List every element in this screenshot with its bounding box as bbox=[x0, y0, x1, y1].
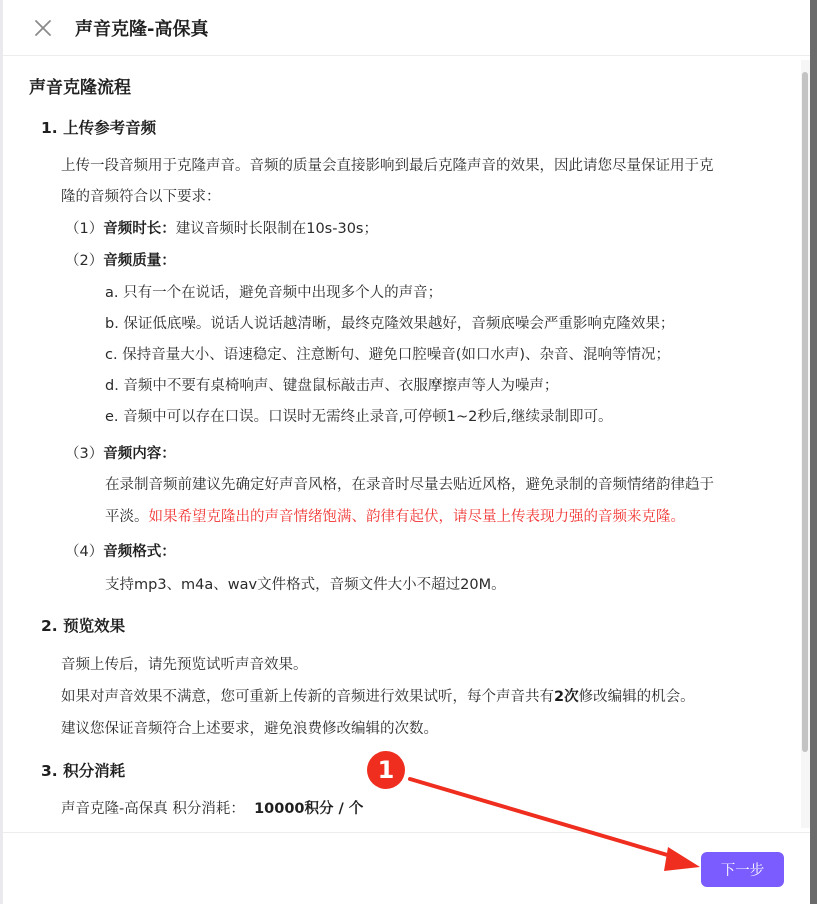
requirement-format bbox=[65, 540, 176, 561]
preview-line2-tail: 修改编辑的机会。 bbox=[578, 689, 695, 705]
upload-intro-line1: 上传一段音频用于克隆声音。音频的质量会直接影响到最后克隆声音的效果，因此请您尽量保证用于克 bbox=[61, 158, 714, 174]
points-cost bbox=[61, 797, 363, 818]
item-label: 音频时长： bbox=[103, 221, 176, 237]
section-upload-title: 1. 上传参考音频 bbox=[41, 119, 157, 137]
voice-clone-dialog bbox=[3, 0, 810, 904]
content-line2-plain: 平淡。 bbox=[105, 509, 149, 525]
item-number: （4） bbox=[65, 544, 104, 560]
preview-line2-text: 如果对声音效果不满意，您可重新上传新的音频进行效果试听，每个声音共有 bbox=[61, 689, 554, 705]
quality-point-e: e. 音频中可以存在口误。口误时无需终止录音,可停顿1~2秒后,继续录制即可。 bbox=[105, 409, 613, 425]
item-text: 建议音频时长限制在10s-30s； bbox=[175, 221, 378, 237]
annotation-badge: 1 bbox=[367, 751, 405, 789]
preview-line1: 音频上传后，请先预览试听声音效果。 bbox=[61, 657, 308, 673]
points-cost-label: 声音克隆-高保真 积分消耗： bbox=[61, 801, 245, 817]
points-cost-value: 10000积分 / 个 bbox=[254, 801, 364, 817]
upload-intro-line2: 隆的音频符合以下要求： bbox=[61, 189, 221, 205]
dialog-header bbox=[3, 0, 810, 56]
item-label: 音频格式： bbox=[103, 544, 176, 560]
content-warning-text: 如果希望克隆出的声音情绪饱满、韵律有起伏，请尽量上传表现力强的音频来克隆。 bbox=[148, 509, 685, 525]
quality-point-c: c. 保持音量大小、语速稳定、注意断句、避免口腔噪音(如口水声)、杂音、混响等情况； bbox=[105, 347, 671, 363]
item-number: （3） bbox=[65, 446, 104, 462]
quality-point-d: d. 音频中不要有桌椅响声、键盘鼠标敲击声、衣服摩擦声等人为噪声； bbox=[105, 378, 559, 394]
dialog-footer bbox=[3, 832, 810, 904]
quality-point-a: a. 只有一个在说话，避免音频中出现多个人的声音； bbox=[105, 285, 443, 301]
item-number: （2） bbox=[65, 253, 104, 269]
section-points-title: 3. 积分消耗 bbox=[41, 762, 126, 780]
quality-point-b: b. 保证低底噪。说话人说话越清晰，最终克隆效果越好，音频底噪会严重影响克隆效果； bbox=[105, 316, 675, 332]
content-line1: 在录制音频前建议先确定好声音风格，在录音时尽量去贴近风格，避免录制的音频情绪韵律趋于 bbox=[105, 477, 714, 493]
scrollbar-thumb[interactable] bbox=[802, 72, 808, 752]
preview-line2 bbox=[61, 685, 695, 706]
section-preview-title: 2. 预览效果 bbox=[41, 617, 126, 635]
dialog-body[interactable] bbox=[3, 57, 810, 832]
dialog-title: 声音克隆-高保真 bbox=[75, 19, 209, 40]
item-number: （1） bbox=[65, 221, 104, 237]
edit-count: 2次 bbox=[554, 689, 579, 705]
requirement-duration bbox=[65, 217, 378, 238]
process-heading: 声音克隆流程 bbox=[29, 78, 131, 98]
requirement-content bbox=[65, 442, 176, 463]
item-label: 音频内容： bbox=[103, 446, 176, 462]
preview-line3: 建议您保证音频符合上述要求，避免浪费修改编辑的次数。 bbox=[61, 721, 438, 737]
item-label: 音频质量： bbox=[103, 253, 176, 269]
next-step-button[interactable]: 下一步 bbox=[701, 852, 784, 887]
backdrop-right bbox=[810, 0, 817, 904]
format-text: 支持mp3、m4a、wav文件格式，音频文件大小不超过20M。 bbox=[105, 577, 506, 593]
content-line2 bbox=[105, 505, 685, 526]
requirement-quality bbox=[65, 249, 176, 270]
close-icon[interactable] bbox=[31, 16, 55, 40]
